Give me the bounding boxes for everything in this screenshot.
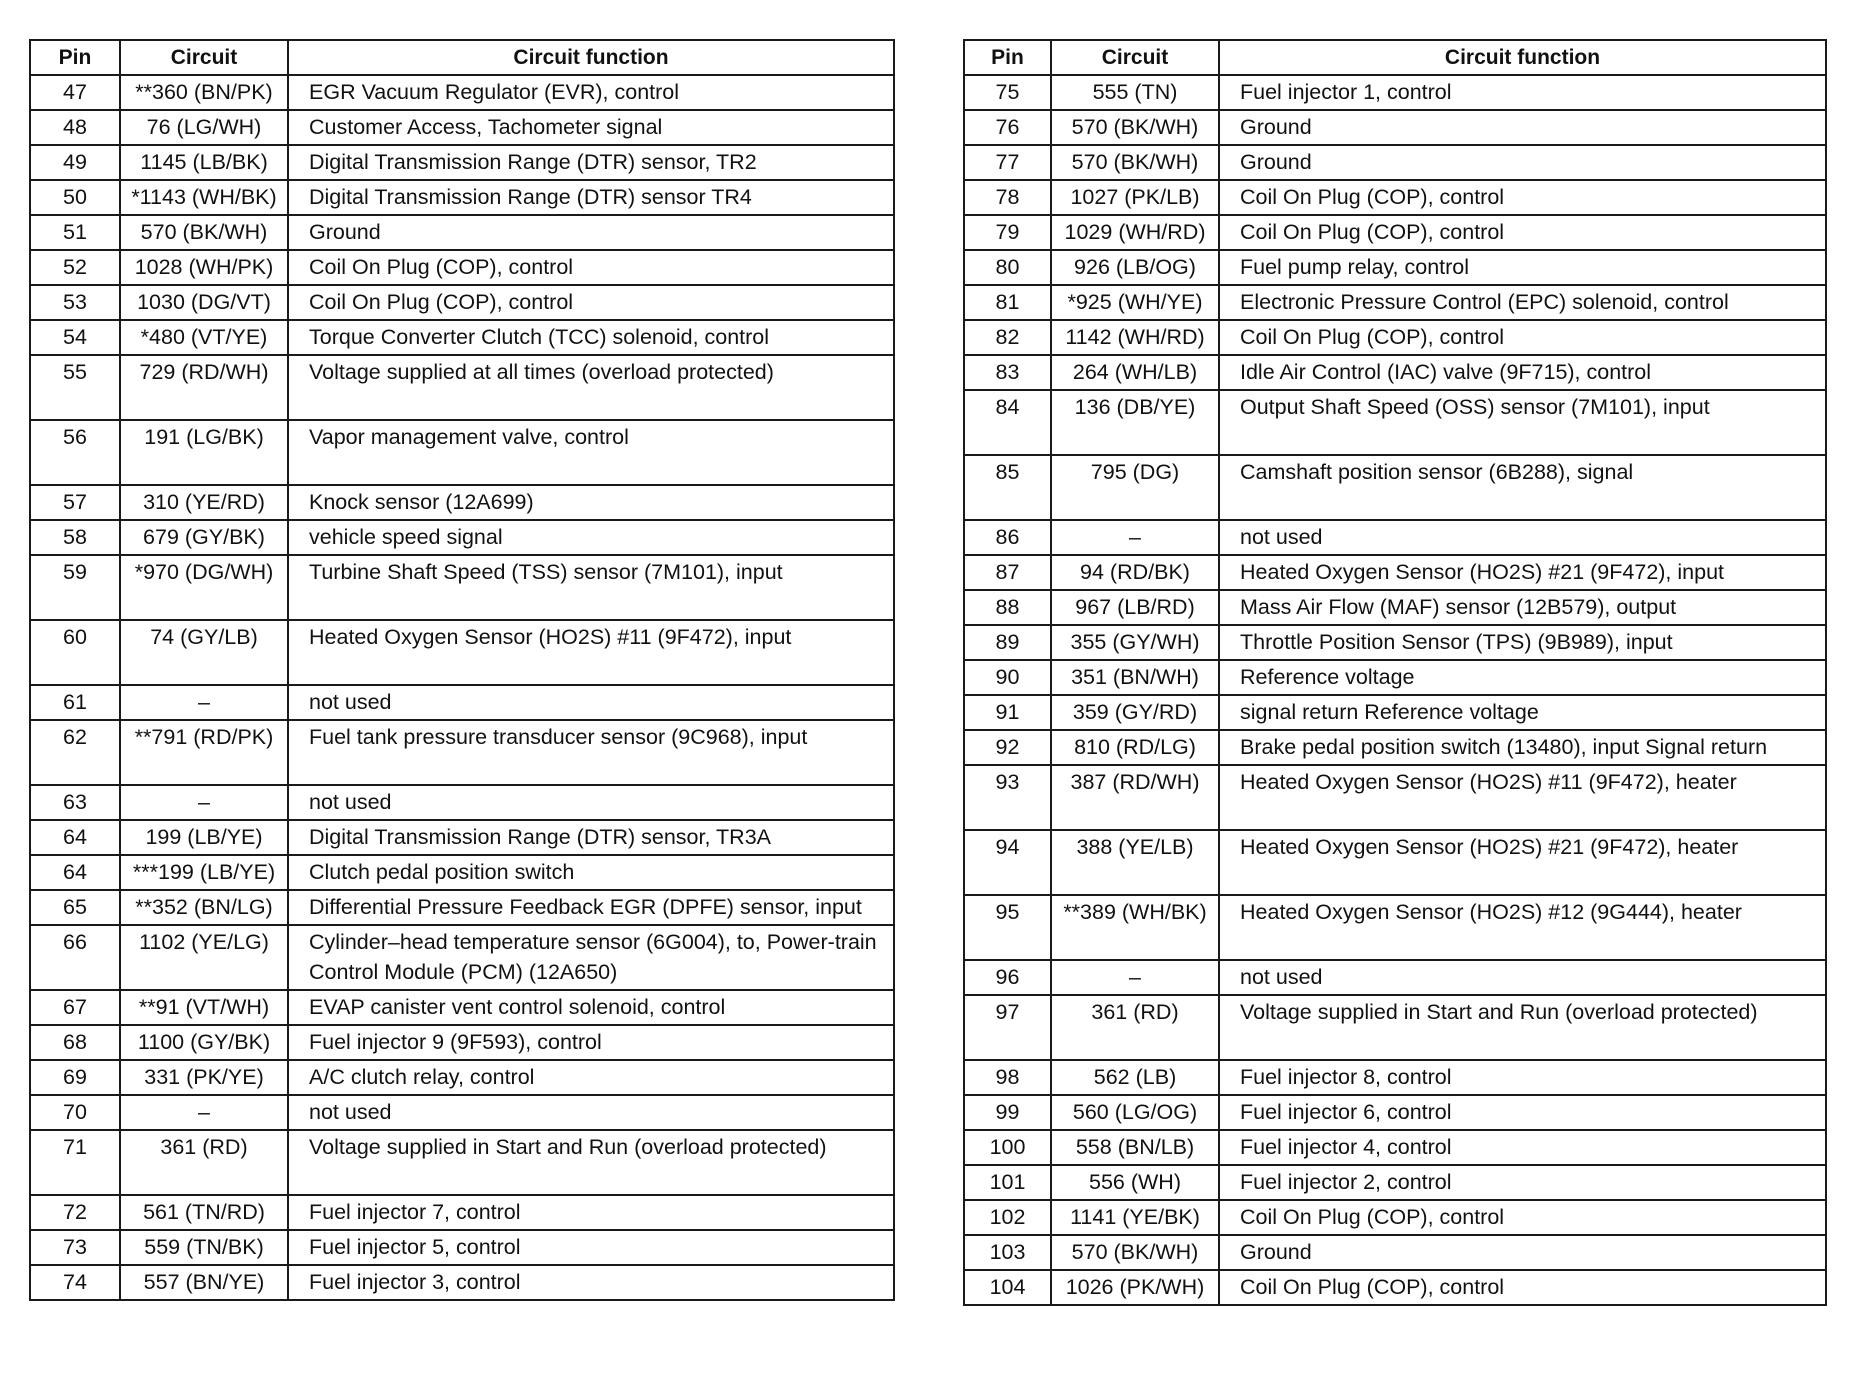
table-row — [964, 180, 1826, 215]
table-row — [964, 1235, 1826, 1270]
circuit-cell: 1100 (GY/BK) — [120, 1025, 288, 1060]
table-row — [964, 1130, 1826, 1165]
circuit-cell: 1027 (PK/LB) — [1051, 180, 1219, 215]
function-cell: A/C clutch relay, control — [288, 1060, 894, 1095]
circuit-cell: 351 (BN/WH) — [1051, 660, 1219, 695]
pin-cell: 80 — [964, 250, 1051, 285]
table-row — [964, 895, 1826, 960]
table-row — [964, 830, 1826, 895]
circuit-cell: – — [1051, 520, 1219, 555]
table-row — [30, 75, 894, 110]
pin-cell: 64 — [30, 855, 120, 890]
circuit-function-column-header: Circuit function — [1219, 40, 1826, 75]
function-cell: Fuel injector 1, control — [1219, 75, 1826, 110]
circuit-cell: 559 (TN/BK) — [120, 1230, 288, 1265]
pin-cell: 100 — [964, 1130, 1051, 1165]
pin-cell: 67 — [30, 990, 120, 1025]
function-cell: Heated Oxygen Sensor (HO2S) #11 (9F472), heater — [1219, 765, 1826, 830]
function-cell: Ground — [1219, 145, 1826, 180]
table-row — [964, 320, 1826, 355]
pin-cell: 51 — [30, 215, 120, 250]
function-cell: Fuel injector 9 (9F593), control — [288, 1025, 894, 1060]
pin-cell: 47 — [30, 75, 120, 110]
table-row — [30, 355, 894, 420]
pin-cell: 101 — [964, 1165, 1051, 1200]
pin-cell: 82 — [964, 320, 1051, 355]
table-row — [964, 625, 1826, 660]
pin-cell: 102 — [964, 1200, 1051, 1235]
circuit-cell: 1030 (DG/VT) — [120, 285, 288, 320]
table-row — [30, 215, 894, 250]
function-cell: Ground — [1219, 110, 1826, 145]
circuit-cell: 1028 (WH/PK) — [120, 250, 288, 285]
circuit-cell: 561 (TN/RD) — [120, 1195, 288, 1230]
table-header-row — [30, 40, 894, 75]
function-cell: Fuel injector 6, control — [1219, 1095, 1826, 1130]
circuit-column-header: Circuit — [120, 40, 288, 75]
pin-cell: 104 — [964, 1270, 1051, 1305]
table-row — [964, 285, 1826, 320]
table-row — [964, 145, 1826, 180]
function-cell: Coil On Plug (COP), control — [288, 285, 894, 320]
circuit-cell: 795 (DG) — [1051, 455, 1219, 520]
pin-cell: 86 — [964, 520, 1051, 555]
function-cell: EVAP canister vent control solenoid, control — [288, 990, 894, 1025]
pin-cell: 103 — [964, 1235, 1051, 1270]
table-row — [30, 320, 894, 355]
circuit-cell: – — [120, 1095, 288, 1130]
table-row — [30, 1195, 894, 1230]
function-cell: Heated Oxygen Sensor (HO2S) #21 (9F472), input — [1219, 555, 1826, 590]
pin-column-header: Pin — [30, 40, 120, 75]
pin-cell: 69 — [30, 1060, 120, 1095]
table-row — [964, 590, 1826, 625]
circuit-cell: 388 (YE/LB) — [1051, 830, 1219, 895]
pin-cell: 57 — [30, 485, 120, 520]
table-row — [964, 960, 1826, 995]
table-row — [964, 110, 1826, 145]
table-row — [30, 250, 894, 285]
circuit-cell: **91 (VT/WH) — [120, 990, 288, 1025]
function-cell: Digital Transmission Range (DTR) sensor, TR2 — [288, 145, 894, 180]
table-row — [30, 990, 894, 1025]
pin-cell: 91 — [964, 695, 1051, 730]
circuit-cell: 570 (BK/WH) — [1051, 110, 1219, 145]
pin-cell: 93 — [964, 765, 1051, 830]
table-row — [964, 75, 1826, 110]
function-cell: Fuel injector 5, control — [288, 1230, 894, 1265]
left-pin-table — [29, 39, 895, 1301]
circuit-cell: 729 (RD/WH) — [120, 355, 288, 420]
function-cell: Voltage supplied in Start and Run (overload protected) — [1219, 995, 1826, 1060]
function-cell: Output Shaft Speed (OSS) sensor (7M101), input — [1219, 390, 1826, 455]
table-row — [30, 820, 894, 855]
circuit-column-header: Circuit — [1051, 40, 1219, 75]
table-row — [30, 890, 894, 925]
table-row — [30, 1025, 894, 1060]
circuit-cell: – — [120, 685, 288, 720]
circuit-cell: 1029 (WH/RD) — [1051, 215, 1219, 250]
pin-cell: 74 — [30, 1265, 120, 1300]
circuit-cell: 562 (LB) — [1051, 1060, 1219, 1095]
pin-column-header: Pin — [964, 40, 1051, 75]
function-cell: Fuel injector 4, control — [1219, 1130, 1826, 1165]
table-row — [964, 555, 1826, 590]
function-cell: Reference voltage — [1219, 660, 1826, 695]
circuit-cell: 361 (RD) — [1051, 995, 1219, 1060]
table-row — [30, 785, 894, 820]
right-pin-table — [963, 39, 1827, 1306]
pin-cell: 77 — [964, 145, 1051, 180]
pin-cell: 79 — [964, 215, 1051, 250]
table-row — [964, 355, 1826, 390]
function-cell: not used — [1219, 960, 1826, 995]
pin-cell: 92 — [964, 730, 1051, 765]
circuit-cell: 810 (RD/LG) — [1051, 730, 1219, 765]
table-row — [964, 1165, 1826, 1200]
circuit-cell: 310 (YE/RD) — [120, 485, 288, 520]
circuit-cell: *1143 (WH/BK) — [120, 180, 288, 215]
function-cell: Fuel injector 3, control — [288, 1265, 894, 1300]
table-row — [964, 660, 1826, 695]
table-row — [964, 1060, 1826, 1095]
circuit-cell: 136 (DB/YE) — [1051, 390, 1219, 455]
function-cell: signal return Reference voltage — [1219, 695, 1826, 730]
table-row — [30, 520, 894, 555]
table-row — [964, 765, 1826, 830]
function-cell: Fuel tank pressure transducer sensor (9C968), input — [288, 720, 894, 785]
table-row — [30, 145, 894, 180]
table-row — [964, 215, 1826, 250]
pin-cell: 54 — [30, 320, 120, 355]
pin-cell: 55 — [30, 355, 120, 420]
function-cell: not used — [288, 785, 894, 820]
pin-cell: 89 — [964, 625, 1051, 660]
pin-cell: 60 — [30, 620, 120, 685]
circuit-cell: **360 (BN/PK) — [120, 75, 288, 110]
table-row — [30, 1130, 894, 1195]
table-row — [30, 1230, 894, 1265]
function-cell: EGR Vacuum Regulator (EVR), control — [288, 75, 894, 110]
pin-cell: 53 — [30, 285, 120, 320]
pin-cell: 84 — [964, 390, 1051, 455]
function-cell: Throttle Position Sensor (TPS) (9B989), input — [1219, 625, 1826, 660]
pin-cell: 85 — [964, 455, 1051, 520]
circuit-cell: 331 (PK/YE) — [120, 1060, 288, 1095]
pin-cell: 99 — [964, 1095, 1051, 1130]
circuit-cell: 679 (GY/BK) — [120, 520, 288, 555]
function-cell: Ground — [1219, 1235, 1826, 1270]
function-cell: Coil On Plug (COP), control — [1219, 320, 1826, 355]
table-row — [30, 555, 894, 620]
function-cell: Coil On Plug (COP), control — [1219, 1200, 1826, 1235]
circuit-cell: **389 (WH/BK) — [1051, 895, 1219, 960]
circuit-cell: 570 (BK/WH) — [120, 215, 288, 250]
function-cell: Digital Transmission Range (DTR) sensor TR4 — [288, 180, 894, 215]
function-cell: Heated Oxygen Sensor (HO2S) #12 (9G444), heater — [1219, 895, 1826, 960]
circuit-cell: **791 (RD/PK) — [120, 720, 288, 785]
circuit-function-column-header: Circuit function — [288, 40, 894, 75]
table-row — [30, 110, 894, 145]
circuit-cell: 359 (GY/RD) — [1051, 695, 1219, 730]
circuit-cell: 191 (LG/BK) — [120, 420, 288, 485]
function-cell: Vapor management valve, control — [288, 420, 894, 485]
circuit-cell: 967 (LB/RD) — [1051, 590, 1219, 625]
table-row — [964, 995, 1826, 1060]
table-row — [30, 685, 894, 720]
pin-cell: 49 — [30, 145, 120, 180]
function-cell: not used — [288, 685, 894, 720]
circuit-cell: 555 (TN) — [1051, 75, 1219, 110]
pin-cell: 58 — [30, 520, 120, 555]
table-row — [30, 180, 894, 215]
circuit-cell: – — [1051, 960, 1219, 995]
function-cell: Electronic Pressure Control (EPC) solenoid, control — [1219, 285, 1826, 320]
function-cell: Ground — [288, 215, 894, 250]
pin-cell: 78 — [964, 180, 1051, 215]
pin-cell: 65 — [30, 890, 120, 925]
pin-cell: 76 — [964, 110, 1051, 145]
function-cell: Mass Air Flow (MAF) sensor (12B579), output — [1219, 590, 1826, 625]
circuit-cell: 926 (LB/OG) — [1051, 250, 1219, 285]
pin-cell: 72 — [30, 1195, 120, 1230]
pin-cell: 70 — [30, 1095, 120, 1130]
circuit-cell: 361 (RD) — [120, 1130, 288, 1195]
table-row — [30, 620, 894, 685]
circuit-cell: *480 (VT/YE) — [120, 320, 288, 355]
pin-cell: 61 — [30, 685, 120, 720]
pin-cell: 73 — [30, 1230, 120, 1265]
pin-cell: 87 — [964, 555, 1051, 590]
function-cell: Camshaft position sensor (6B288), signal — [1219, 455, 1826, 520]
table-row — [30, 420, 894, 485]
table-row — [30, 1095, 894, 1130]
function-cell: Voltage supplied in Start and Run (overload protected) — [288, 1130, 894, 1195]
function-cell: Customer Access, Tachometer signal — [288, 110, 894, 145]
function-cell: Coil On Plug (COP), control — [1219, 215, 1826, 250]
pin-cell: 96 — [964, 960, 1051, 995]
circuit-cell: **352 (BN/LG) — [120, 890, 288, 925]
function-cell: Fuel injector 8, control — [1219, 1060, 1826, 1095]
circuit-cell: *970 (DG/WH) — [120, 555, 288, 620]
circuit-cell: 264 (WH/LB) — [1051, 355, 1219, 390]
circuit-cell: 74 (GY/LB) — [120, 620, 288, 685]
function-cell: Clutch pedal position switch — [288, 855, 894, 890]
table-row — [30, 720, 894, 785]
function-cell: Coil On Plug (COP), control — [288, 250, 894, 285]
function-cell: Knock sensor (12A699) — [288, 485, 894, 520]
table-row — [30, 1060, 894, 1095]
pin-cell: 81 — [964, 285, 1051, 320]
circuit-cell: 570 (BK/WH) — [1051, 1235, 1219, 1270]
table-row — [964, 520, 1826, 555]
table-header-row — [964, 40, 1826, 75]
function-cell: Heated Oxygen Sensor (HO2S) #11 (9F472), input — [288, 620, 894, 685]
pin-cell: 52 — [30, 250, 120, 285]
function-cell: not used — [288, 1095, 894, 1130]
circuit-cell: – — [120, 785, 288, 820]
pin-cell: 50 — [30, 180, 120, 215]
circuit-cell: 1142 (WH/RD) — [1051, 320, 1219, 355]
function-cell: Idle Air Control (IAC) valve (9F715), control — [1219, 355, 1826, 390]
pin-cell: 68 — [30, 1025, 120, 1060]
table-row — [30, 485, 894, 520]
circuit-cell: 355 (GY/WH) — [1051, 625, 1219, 660]
pin-cell: 56 — [30, 420, 120, 485]
pin-cell: 88 — [964, 590, 1051, 625]
table-row — [964, 1200, 1826, 1235]
function-cell: Coil On Plug (COP), control — [1219, 1270, 1826, 1305]
function-cell: Heated Oxygen Sensor (HO2S) #21 (9F472), heater — [1219, 830, 1826, 895]
circuit-cell: 1102 (YE/LG) — [120, 925, 288, 990]
function-cell: Brake pedal position switch (13480), input Signal return — [1219, 730, 1826, 765]
pin-cell: 94 — [964, 830, 1051, 895]
table-row — [964, 1095, 1826, 1130]
function-cell: Voltage supplied at all times (overload protected) — [288, 355, 894, 420]
pin-cell: 83 — [964, 355, 1051, 390]
function-cell: Torque Converter Clutch (TCC) solenoid, control — [288, 320, 894, 355]
pin-cell: 90 — [964, 660, 1051, 695]
circuit-cell: 560 (LG/OG) — [1051, 1095, 1219, 1130]
table-row — [30, 285, 894, 320]
function-cell: Fuel injector 7, control — [288, 1195, 894, 1230]
pin-cell: 75 — [964, 75, 1051, 110]
pin-cell: 64 — [30, 820, 120, 855]
pin-cell: 97 — [964, 995, 1051, 1060]
pin-cell: 98 — [964, 1060, 1051, 1095]
circuit-cell: 387 (RD/WH) — [1051, 765, 1219, 830]
circuit-cell: 94 (RD/BK) — [1051, 555, 1219, 590]
pin-cell: 95 — [964, 895, 1051, 960]
function-cell: not used — [1219, 520, 1826, 555]
function-cell: Differential Pressure Feedback EGR (DPFE) sensor, input — [288, 890, 894, 925]
pin-cell: 59 — [30, 555, 120, 620]
circuit-cell: 199 (LB/YE) — [120, 820, 288, 855]
circuit-cell: 558 (BN/LB) — [1051, 1130, 1219, 1165]
circuit-cell: 1026 (PK/WH) — [1051, 1270, 1219, 1305]
table-row — [964, 695, 1826, 730]
function-cell: Digital Transmission Range (DTR) sensor, TR3A — [288, 820, 894, 855]
table-row — [964, 730, 1826, 765]
table-row — [964, 250, 1826, 285]
pin-cell: 62 — [30, 720, 120, 785]
circuit-cell: 1141 (YE/BK) — [1051, 1200, 1219, 1235]
table-row — [30, 1265, 894, 1300]
circuit-cell: 557 (BN/YE) — [120, 1265, 288, 1300]
table-row — [964, 390, 1826, 455]
function-cell: Cylinder–head temperature sensor (6G004), to, Power-train Control Module (PCM) (12A650) — [288, 925, 894, 990]
circuit-cell: 1145 (LB/BK) — [120, 145, 288, 180]
function-cell: Turbine Shaft Speed (TSS) sensor (7M101), input — [288, 555, 894, 620]
circuit-cell: 570 (BK/WH) — [1051, 145, 1219, 180]
function-cell: Fuel pump relay, control — [1219, 250, 1826, 285]
circuit-cell: *925 (WH/YE) — [1051, 285, 1219, 320]
table-row — [964, 1270, 1826, 1305]
pin-cell: 66 — [30, 925, 120, 990]
function-cell: Fuel injector 2, control — [1219, 1165, 1826, 1200]
table-row — [30, 925, 894, 990]
table-row — [30, 855, 894, 890]
table-row — [964, 455, 1826, 520]
circuit-cell: 76 (LG/WH) — [120, 110, 288, 145]
circuit-cell: ***199 (LB/YE) — [120, 855, 288, 890]
pin-cell: 63 — [30, 785, 120, 820]
function-cell: Coil On Plug (COP), control — [1219, 180, 1826, 215]
pin-cell: 71 — [30, 1130, 120, 1195]
circuit-cell: 556 (WH) — [1051, 1165, 1219, 1200]
pin-cell: 48 — [30, 110, 120, 145]
function-cell: vehicle speed signal — [288, 520, 894, 555]
